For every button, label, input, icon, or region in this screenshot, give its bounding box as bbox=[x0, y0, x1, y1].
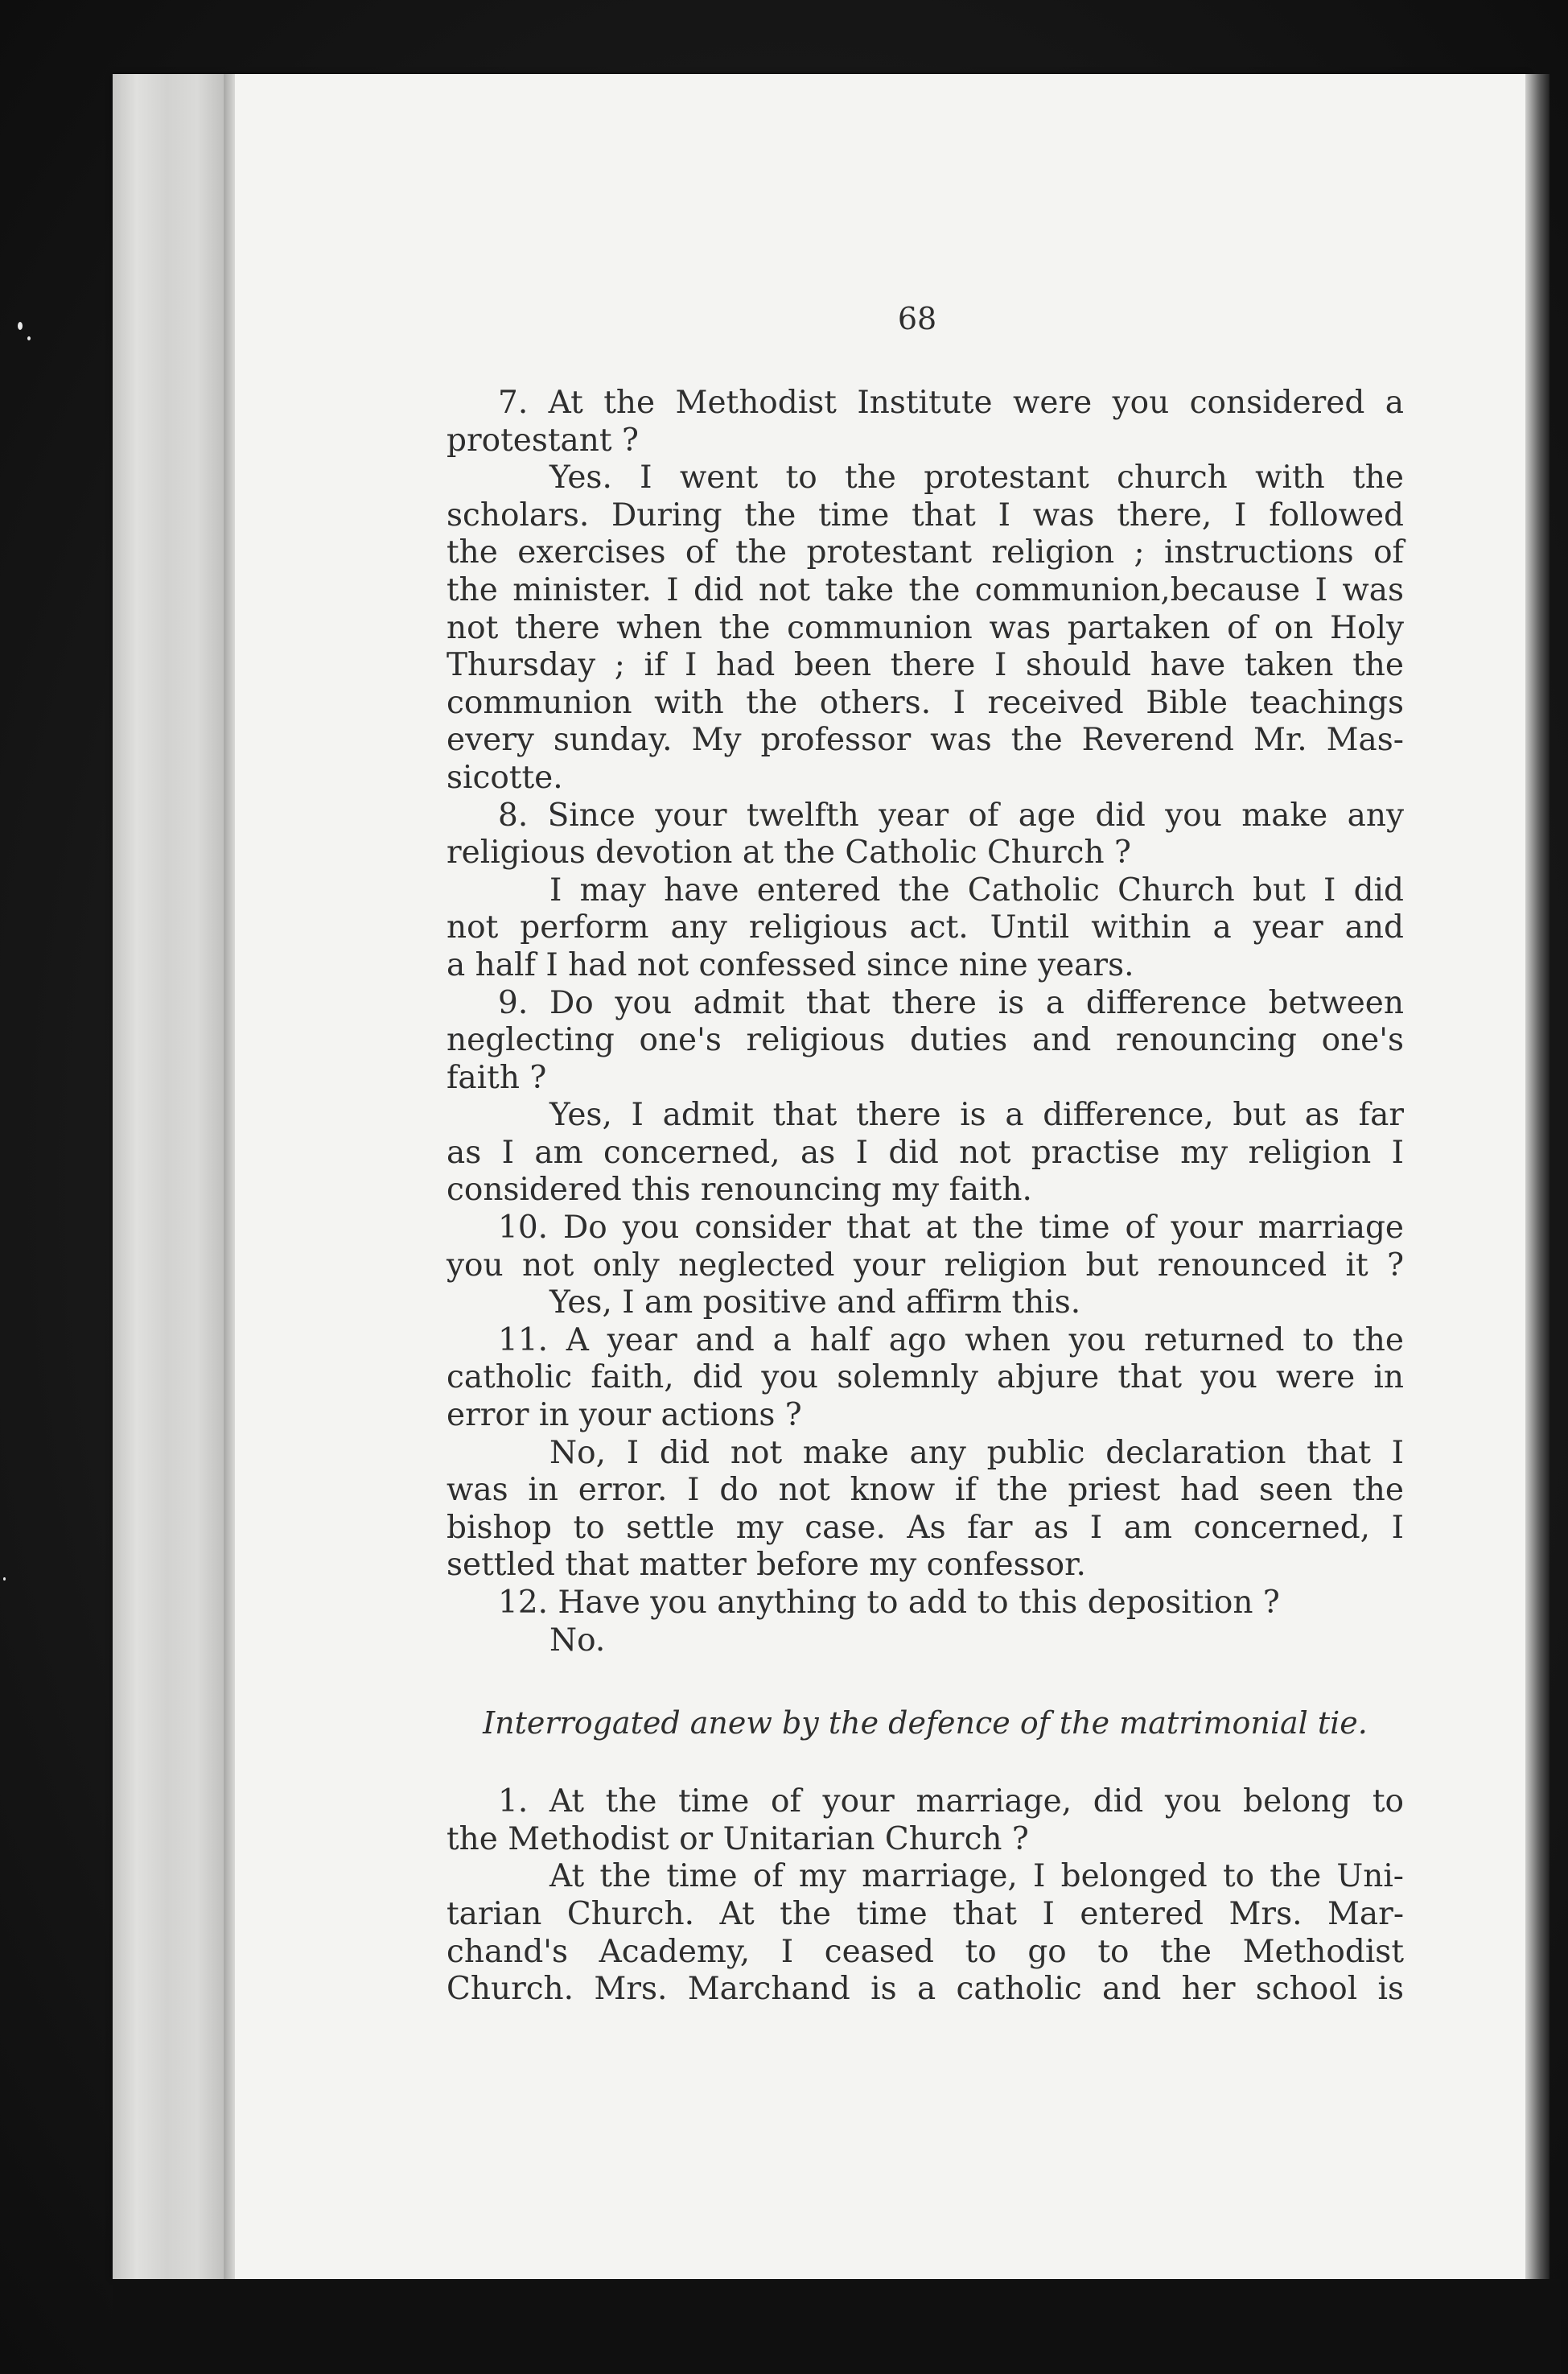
text-line: Yes, I am positive and affirm this. bbox=[549, 1284, 1081, 1321]
text-line: 12. Have you anything to add to this deposition ? bbox=[498, 1585, 1280, 1621]
text-line: neglecting one's religious duties and renouncing one's bbox=[447, 1022, 1404, 1059]
text-line: religious devotion at the Catholic Church ? bbox=[447, 835, 1131, 872]
text-line: every sunday. My professor was the Reverend Mr. Mas- bbox=[447, 722, 1404, 759]
text-line: Yes. I went to the protestant church with the bbox=[549, 460, 1404, 497]
text-line: Thursday ; if I had been there I should have taken the bbox=[447, 647, 1404, 684]
text-line: a half I had not confessed since nine years. bbox=[447, 946, 1134, 983]
text-line: the Methodist or Unitarian Church ? bbox=[447, 1820, 1029, 1857]
text-line: sicotte. bbox=[447, 759, 563, 796]
text-line: the exercises of the protestant religion ; instructions of bbox=[447, 534, 1404, 571]
text-line: No, I did not make any public declaration that I bbox=[549, 1434, 1404, 1471]
text-line: 8. Since your twelfth year of age did you make any bbox=[498, 797, 1404, 834]
text-line: was in error. I do not know if the priest had seen the bbox=[447, 1472, 1404, 1509]
text-line: 7. At the Methodist Institute were you considered a bbox=[498, 385, 1404, 421]
text-line: bishop to settle my case. As far as I am concerned, I bbox=[447, 1509, 1404, 1546]
dust-speck bbox=[18, 322, 23, 330]
dust-speck bbox=[3, 1577, 6, 1581]
deposition-text bbox=[447, 385, 1404, 2009]
text-line: catholic faith, did you solemnly abjure that you were in bbox=[447, 1359, 1404, 1396]
gutter-edge bbox=[224, 74, 235, 2279]
text-line: considered this renouncing my faith. bbox=[447, 1172, 1032, 1209]
text-line: No. bbox=[549, 1622, 606, 1659]
text-line: settled that matter before my confessor. bbox=[447, 1547, 1086, 1584]
text-line: I may have entered the Catholic Church but I did bbox=[549, 872, 1404, 909]
text-line: faith ? bbox=[447, 1059, 547, 1096]
page-right-edge bbox=[1525, 74, 1549, 2279]
page-gutter bbox=[113, 74, 233, 2279]
text-line: communion with the others. I received Bible teachings bbox=[447, 684, 1404, 721]
text-line: 1. At the time of your marriage, did you belong to bbox=[498, 1783, 1404, 1820]
text-line: not there when the communion was partaken of on Holy bbox=[447, 609, 1404, 646]
scan-bottom-margin bbox=[113, 2279, 1561, 2374]
page-number: 68 bbox=[897, 301, 937, 336]
text-line: 10. Do you consider that at the time of your marriage bbox=[498, 1210, 1404, 1247]
text-line: At the time of my marriage, I belonged to the Uni- bbox=[549, 1858, 1404, 1895]
text-line: Yes, I admit that there is a difference, but as far bbox=[549, 1097, 1404, 1134]
dust-speck bbox=[27, 336, 31, 340]
text-line: the minister. I did not take the communion,because I was bbox=[447, 571, 1404, 608]
text-line: scholars. During the time that I was there, I followed bbox=[447, 497, 1404, 534]
deposition-before-heading bbox=[447, 385, 1404, 1659]
text-line: not perform any religious act. Until within a year and bbox=[447, 909, 1404, 946]
text-line: as I am concerned, as I did not practise my religion I bbox=[447, 1134, 1404, 1171]
text-line: 11. A year and a half ago when you returned to the bbox=[498, 1321, 1404, 1358]
text-line: chand's Academy, I ceased to go to the Methodist bbox=[447, 1933, 1404, 1970]
deposition-after-heading bbox=[447, 1783, 1404, 2009]
text-line: tarian Church. At the time that I entered Mrs. Mar- bbox=[447, 1895, 1404, 1932]
text-line: protestant ? bbox=[447, 422, 639, 459]
text-line: 9. Do you admit that there is a difference between bbox=[498, 984, 1404, 1021]
text-line: you not only neglected your religion but renounced it ? bbox=[447, 1247, 1404, 1284]
text-line: error in your actions ? bbox=[447, 1397, 802, 1434]
text-line: Church. Mrs. Marchand is a catholic and her school is bbox=[447, 1971, 1404, 2008]
section-heading: Interrogated anew by the defence of the matrimonial tie. bbox=[483, 1705, 1368, 1741]
